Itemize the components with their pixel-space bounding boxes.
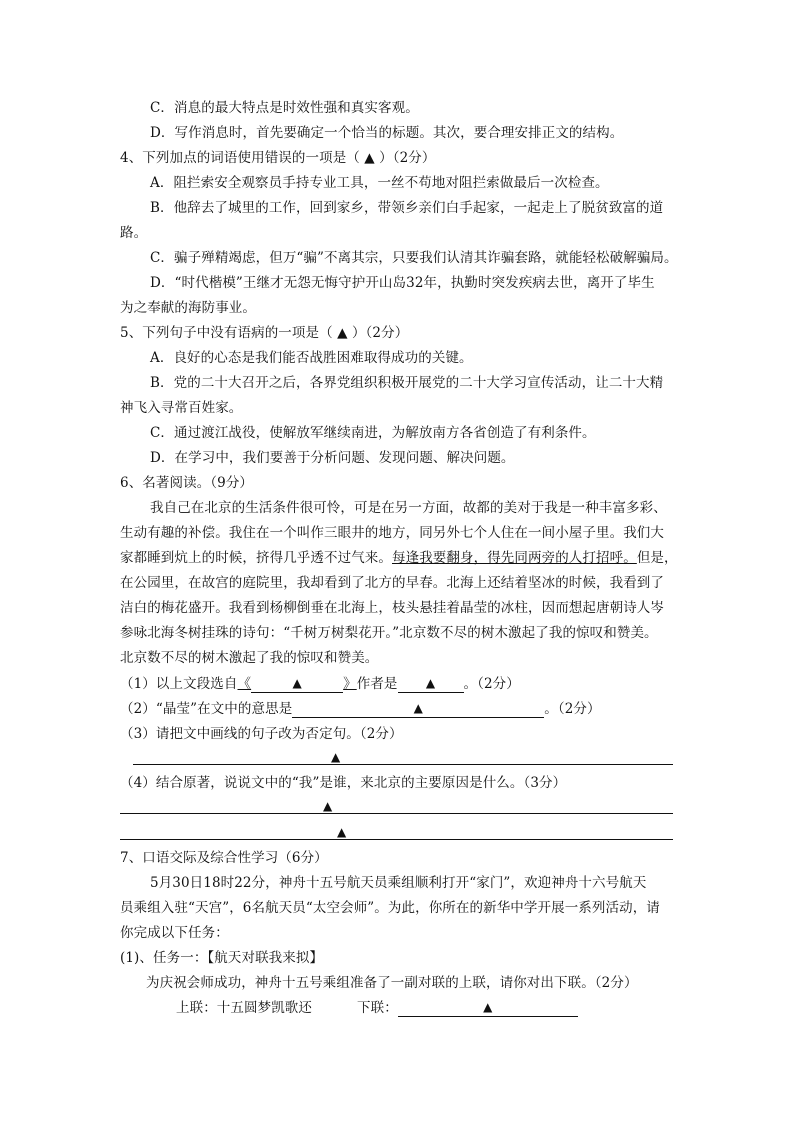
q6-passage-line6: 参咏北海冬树挂珠的诗句：“千树万树梨花开。”北京数不尽的树木激起了我的惊叹和赞美。 (120, 625, 658, 641)
q5-option-c: C．通过渡江战役，使解放军继续南进，为解放南方各省创造了有利条件。 (150, 425, 596, 441)
answer-placeholder: ▲ (337, 825, 347, 839)
q6-sub3: （3）请把文中画线的句子改为否定句。（2分） (120, 726, 403, 742)
q5-option-a: A．良好的心态是我们能否战胜困难取得成功的关键。 (150, 350, 473, 366)
meaning-blank[interactable]: ▲ (292, 703, 544, 718)
couplet-lower: 下联： ▲ (357, 999, 578, 1017)
answer-placeholder: ▲ (331, 750, 341, 764)
q6-sub1: （1）以上文段选自《 ▲ 》作者是 ▲ 。（2分） (120, 676, 520, 692)
couplet-upper: 上联：十五圆梦凯歌还 (176, 1000, 312, 1016)
q4-option-b-line1: B．他辞去了城里的工作，回到家乡，带领乡亲们白手起家，一起走上了脱贫致富的道 (150, 200, 664, 216)
q6-passage-line5: 洁白的梅花盛开。我看到杨柳倒垂在北海上，枝头悬挂着晶莹的冰柱，因而想起唐朝诗人岑 (120, 600, 664, 616)
q4-stem: 4、下列加点的词语使用错误的一项是（ ▲ ）（2分） (120, 150, 436, 166)
q7-intro-line1: 5月30日18时22分，神舟十五号航天员乘组顺利打开“家门”，欢迎神舟十六号航天 (150, 875, 647, 891)
q6-passage-line3: 家都睡到炕上的时候，挤得几乎透不过气来。每逢我要翻身，得先同两旁的人打招呼。但是， (120, 550, 678, 566)
q5-option-b-line1: B．党的二十大召开之后，各界党组织积极开展党的二十大学习宣传活动，让二十大精 (150, 375, 664, 391)
q5-option-b-line2: 神飞入寻常百姓家。 (120, 400, 243, 416)
q7-task1-title: (1)、任务一：【航天对联我来拟】 (120, 950, 324, 966)
q4-option-a: A．阻拦索安全观察员手持专业工具，一丝不苟地对阻拦索做最后一次检查。 (150, 175, 609, 191)
author-blank[interactable]: ▲ (398, 678, 464, 693)
q3-option-c: C．消息的最大特点是时效性强和真实客观。 (150, 100, 419, 116)
q4-option-d-line2: 为之奉献的海防事业。 (120, 300, 256, 316)
q7-intro-line2: 员乘组入驻“天宫”，6名航天员“太空会师”。为此，你所在的新华中学开展一系列活动，请 (120, 900, 660, 916)
answer-line-sub4-1[interactable] (120, 813, 673, 814)
q4-option-c: C．骗子殚精竭虑，但万“骗”不离其宗，只要我们认清其诈骗套路，就能轻松破解骗局。 (150, 250, 678, 266)
q4-option-d-line1: D．“时代楷模”王继才无怨无悔守护开山岛32年，执勤时突发疾病去世，离开了毕生 (150, 275, 655, 291)
q7-intro-line3: 你完成以下任务： (120, 925, 229, 941)
q6-passage-line1: 我自己在北京的生活条件很可怜，可是在另一方面，故都的美对于我是一种丰富多彩、 (150, 500, 667, 516)
underlined-sentence: 每逢我要翻身，得先同两旁的人打招呼。 (392, 550, 637, 566)
answer-placeholder: ▲ (323, 799, 333, 813)
q6-passage-line2: 生动有趣的补偿。我住在一个叫作三眼井的地方，同另外七个人住在一间小屋子里。我们大 (120, 525, 664, 541)
answer-line-sub3[interactable] (133, 764, 673, 765)
q7-stem: 7、口语交际及综合性学习（6分） (120, 850, 328, 866)
answer-line-sub4-2[interactable] (120, 839, 673, 840)
q4-option-b-line2: 路。 (120, 225, 148, 241)
q6-passage-line7: 北京数不尽的树木激起了我的惊叹和赞美。 (120, 650, 379, 666)
q3-option-d: D．写作消息时，首先要确定一个恰当的标题。其次，要合理安排正文的结构。 (150, 125, 624, 141)
book-title-blank[interactable]: ▲ (251, 678, 343, 693)
q6-stem: 6、名著阅读。（9分） (120, 475, 254, 491)
q5-stem: 5、下列句子中没有语病的一项是（ ▲ ）（2分） (120, 325, 409, 341)
lower-couplet-blank[interactable]: ▲ (398, 1002, 578, 1017)
q6-passage-line4: 在公园里，在故宫的庭院里，我却看到了北方的早春。北海上还结着坚冰的时候，我看到了 (120, 575, 664, 591)
q7-task1-desc: 为庆祝会师成功，神舟十五号乘组准备了一副对联的上联，请你对出下联。（2分） (146, 975, 638, 991)
q6-sub4: （4）结合原著，说说文中的“我”是谁，来北京的主要原因是什么。（3分） (120, 775, 567, 791)
q5-option-d: D．在学习中，我们要善于分析问题、发现问题、解决问题。 (150, 450, 515, 466)
q6-sub2: （2）“晶莹”在文中的意思是 ▲ 。（2分） (120, 701, 601, 717)
